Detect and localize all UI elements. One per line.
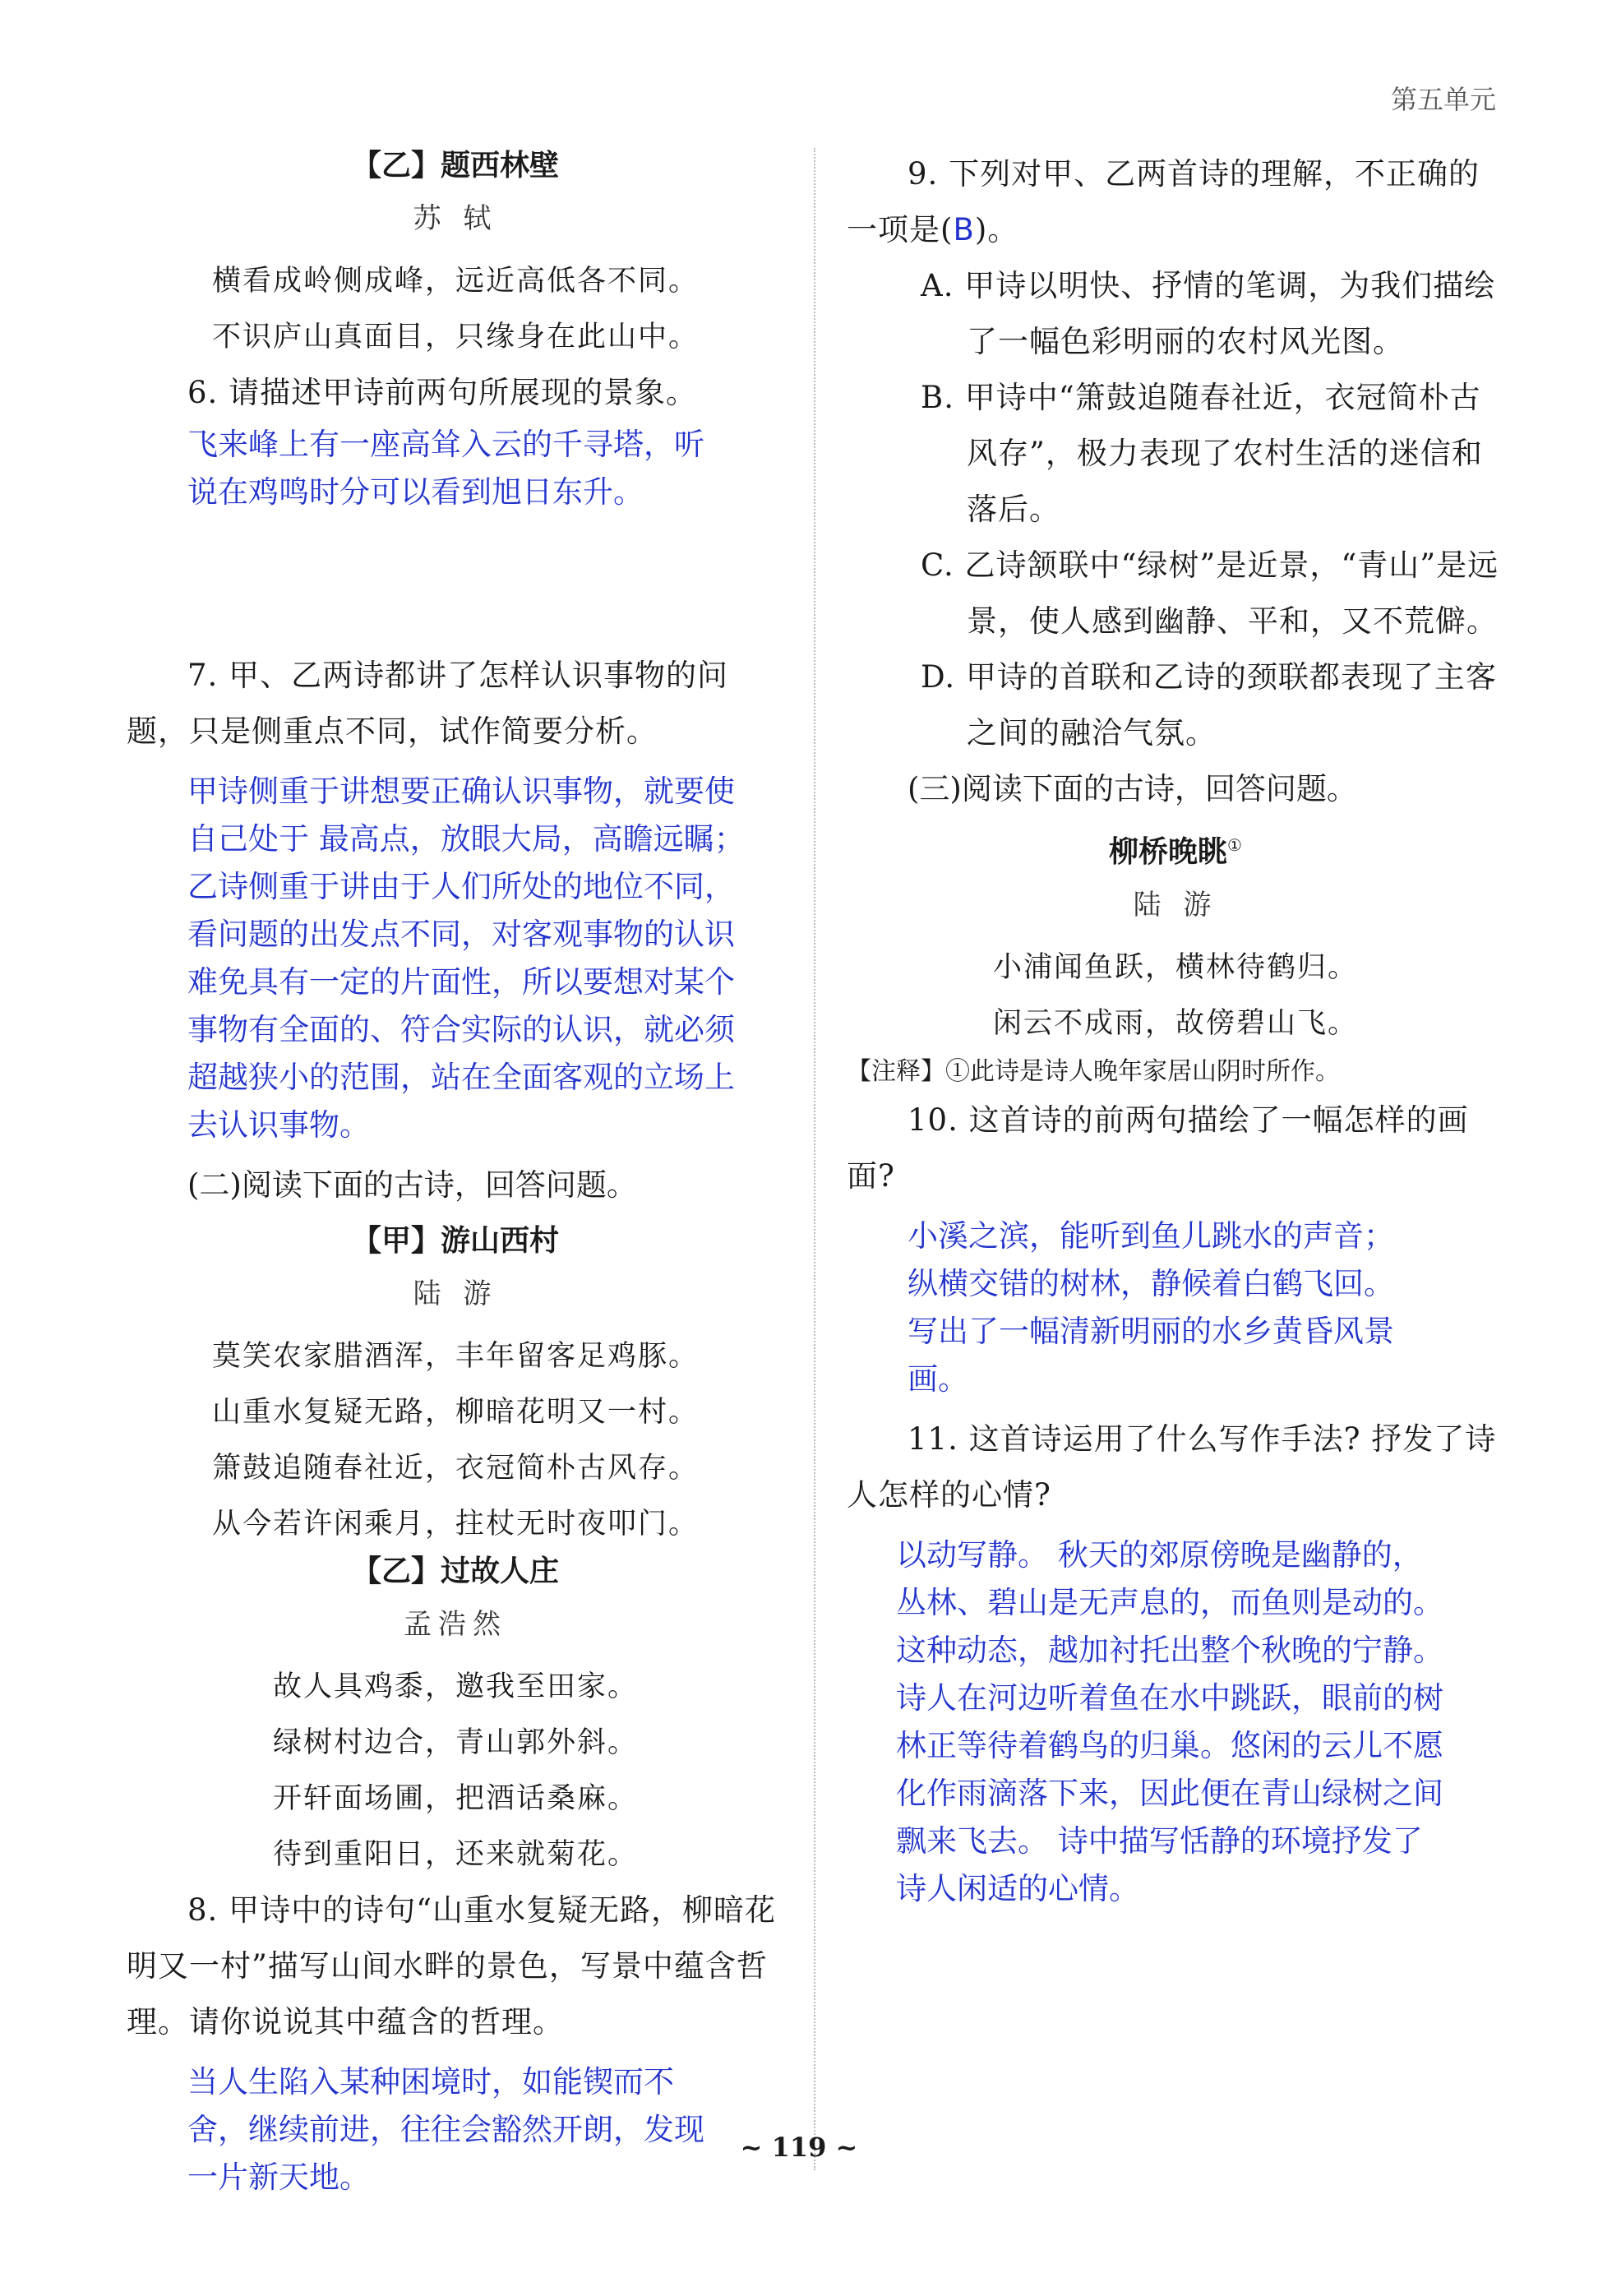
poem-line: 莫笑农家腊酒浑，丰年留客足鸡豚。 bbox=[211, 1340, 699, 1373]
answer-space bbox=[127, 516, 784, 648]
poem-title: 【乙】题西林壁 bbox=[351, 149, 559, 182]
poem-line: 绿树村边合，青山郭外斜。 bbox=[272, 1726, 638, 1759]
footnote-mark: ① bbox=[1227, 835, 1242, 855]
answer-6: 飞来峰上有一座高耸入云的千寻塔，听 说在鸡鸣时分可以看到旭日东升。 bbox=[187, 427, 704, 510]
poem-author: 孟浩然 bbox=[404, 1608, 507, 1641]
poem-title-text: 柳桥晚眺 bbox=[1109, 835, 1228, 869]
poem-line: 从今若许闲乘月，拄杖无时夜叩门。 bbox=[211, 1508, 699, 1541]
poem-line: 箫鼓追随春社近，衣冠简朴古风存。 bbox=[211, 1452, 699, 1485]
option-c: C. 乙诗颔联中“绿树”是近景，“青山”是远景，使人感到幽静、平和，又不荒僻。 bbox=[921, 547, 1499, 639]
option-d: D. 甲诗的首联和乙诗的颈联都表现了主客之间的融洽气氛。 bbox=[921, 659, 1497, 751]
left-column bbox=[127, 146, 784, 2201]
poem-title: 【甲】游山西村 bbox=[351, 1224, 559, 1258]
question-7: 7. 甲、乙两诗都讲了怎样认识事物的问题，只是侧重点不同，试作简要分析。 bbox=[127, 658, 729, 749]
option-a: A. 甲诗以明快、抒情的笔调，为我们描绘了一幅色彩明丽的农村风光图。 bbox=[921, 268, 1496, 359]
section-heading: (三)阅读下面的古诗，回答问题。 bbox=[908, 771, 1357, 806]
answer-8: 当人生陷入某种困境时，如能锲而不 舍，继续前进，往往会豁然开朗，发现 一片新天地。 bbox=[187, 2064, 704, 2195]
poem-author: 陆 游 bbox=[1133, 889, 1218, 922]
question-9-text: 9. 下列对甲、乙两首诗的理解，不正确的一项是( bbox=[847, 156, 1480, 247]
poem-title: 【乙】过故人庄 bbox=[351, 1555, 559, 1588]
poem-author: 陆 游 bbox=[413, 1277, 498, 1310]
poem-line: 小浦闻鱼跃，横林待鹤归。 bbox=[992, 951, 1358, 984]
question-9-tail: )。 bbox=[974, 212, 1019, 247]
answer-11: 以动写静。 秋天的郊原傍晚是幽静的， 丛林、碧山是无声息的，而鱼则是动的。 这种动态，越加衬托出整个秋晚的宁静。 诗人在河边听着鱼在水中跳跃，眼前的树 林正等待着鹤鸟的归巢。悠闲的云儿不愿 化作雨滴落下来，因此便在青山绿树之间 飘来飞去。 诗中描写恬静的环境抒发了 诗人闲适的心情。 bbox=[896, 1537, 1443, 1906]
question-11: 11. 这首诗运用了什么写作手法? 抒发了诗人怎样的心情? bbox=[847, 1421, 1497, 1513]
poem-line: 横看成岭侧成峰，远近高低各不同。 bbox=[211, 265, 699, 298]
poem-line: 闲云不成雨，故傍碧山飞。 bbox=[992, 1007, 1358, 1040]
poem-line: 山重水复疑无路，柳暗花明又一村。 bbox=[211, 1396, 699, 1429]
section-heading: (二)阅读下面的古诗，回答问题。 bbox=[187, 1167, 637, 1203]
question-8: 8. 甲诗中的诗句“山重水复疑无路，柳暗花明又一村”描写山间水畔的景色，写景中蕴含哲理。请你说说其中蕴含的哲理。 bbox=[127, 1892, 776, 2040]
option-b: B. 甲诗中“箫鼓追随春社近，衣冠简朴古风存”，极力表现了农村生活的迷信和落后。 bbox=[921, 380, 1483, 527]
question-10: 10. 这首诗的前两句描绘了一幅怎样的画面? bbox=[847, 1102, 1469, 1194]
footnote: 【注释】①此诗是诗人晚年家居山阴时所作。 bbox=[847, 1057, 1340, 1086]
question-6: 6. 请描述甲诗前两句所展现的景象。 bbox=[187, 375, 698, 410]
poem-title bbox=[847, 825, 1504, 872]
unit-header: 第五单元 bbox=[1390, 84, 1496, 115]
poem-line: 不识庐山真面目，只缘身在此山中。 bbox=[211, 321, 699, 353]
answer-7: 甲诗侧重于讲想要正确认识事物，就要使 自己处于 最高点，放眼大局，高瞻远瞩； 乙诗侧重于讲由于人们所处的地位不同， 看问题的出发点不同，对客观事物的认识 难免具有一定的片面性，所以要想对某个 事物有全面的、符合实际的认识，就必须 超越狭小的范围，站在全面客观的立场上 去认识事物。 bbox=[187, 774, 745, 1143]
question-9 bbox=[847, 146, 1504, 258]
answer-10: 小溪之滨，能听到鱼儿跳水的声音； 纵横交错的树林，静候着白鹤飞回。 写出了一幅清新明丽的水乡黄昏风景 画。 bbox=[908, 1218, 1394, 1397]
poem-line: 故人具鸡黍，邀我至田家。 bbox=[272, 1670, 638, 1703]
page-number: ~ 119 ~ bbox=[740, 2132, 858, 2163]
answer-9: B bbox=[953, 212, 975, 247]
right-column bbox=[847, 146, 1504, 1913]
poem-line: 开轩面场圃，把酒话桑麻。 bbox=[272, 1782, 638, 1815]
column-divider bbox=[814, 148, 815, 2170]
poem-line: 待到重阳日，还来就菊花。 bbox=[272, 1838, 638, 1871]
poem-author: 苏 轼 bbox=[413, 202, 498, 235]
